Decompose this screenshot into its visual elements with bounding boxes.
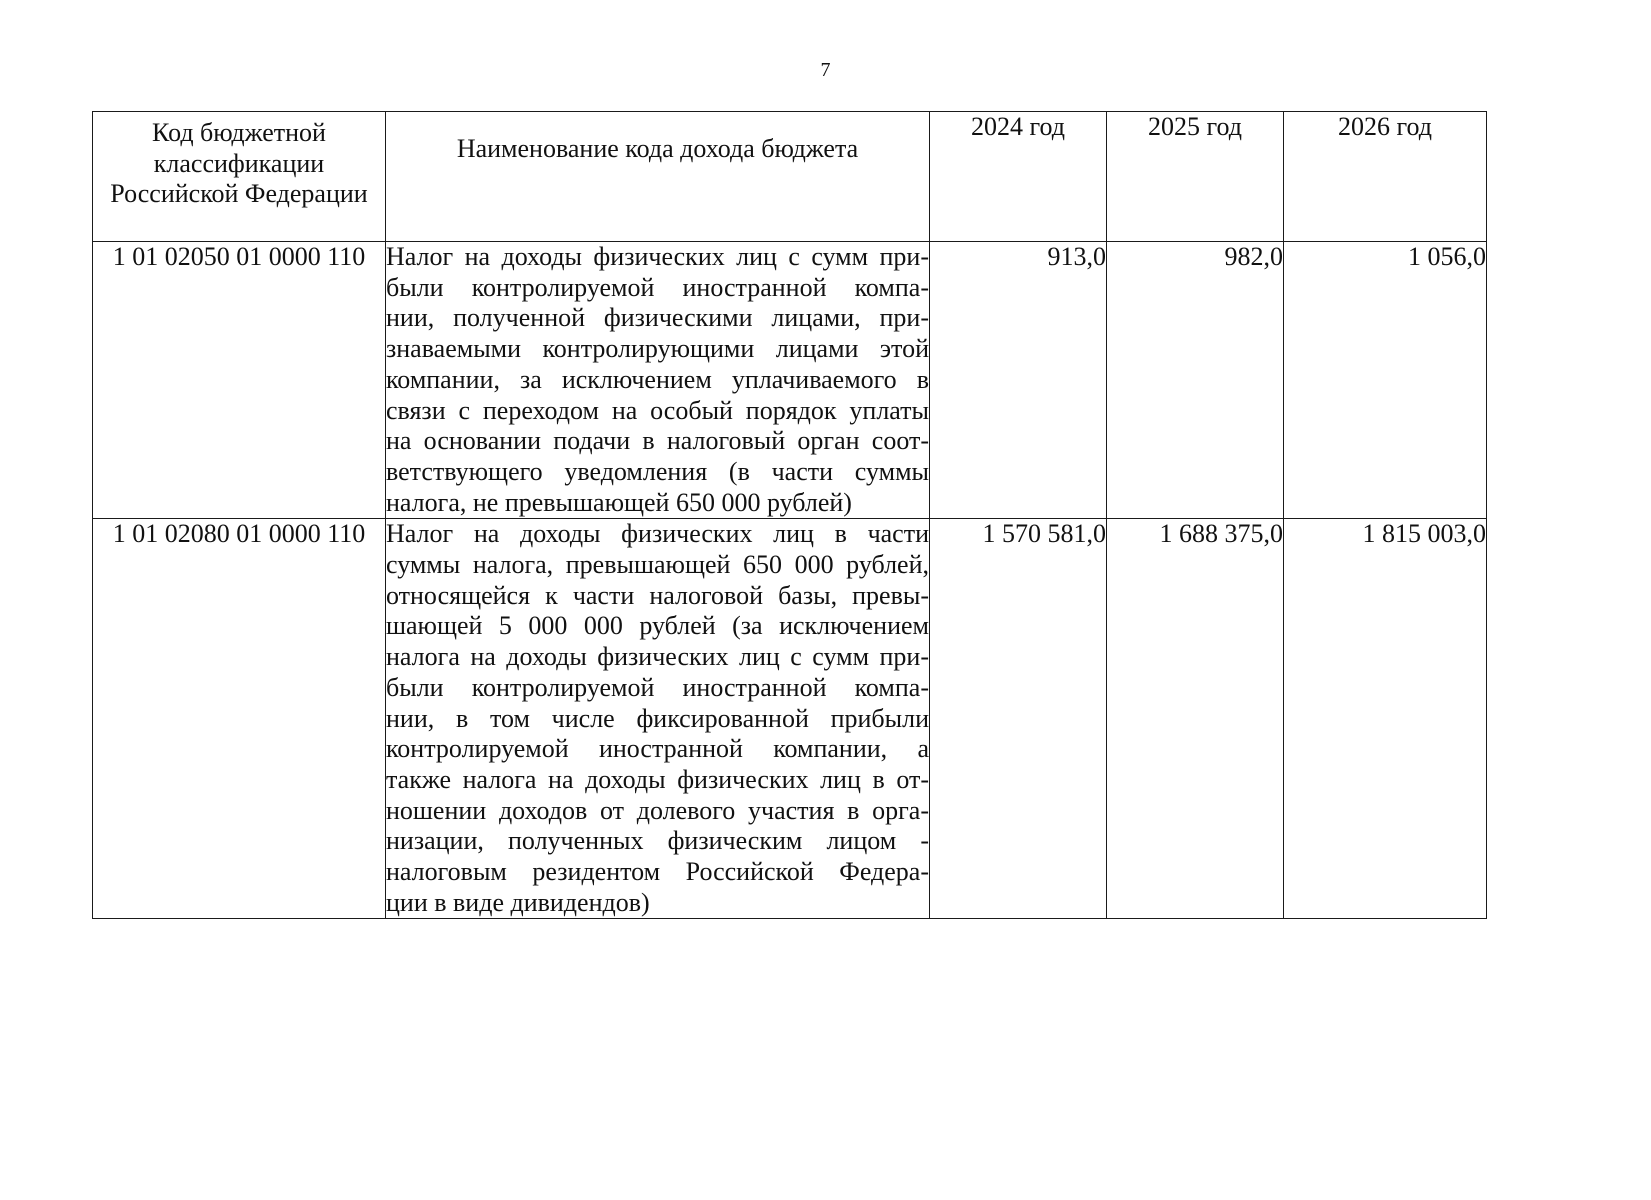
row-name-line: были контролируемой иностранной компа-	[386, 272, 929, 302]
budget-revenue-table	[92, 111, 1487, 919]
row-name	[386, 519, 930, 919]
row-code: 1 01 02050 01 0000 110	[93, 242, 386, 519]
header-name: Наименование кода дохода бюджета	[386, 112, 930, 242]
row-name-line: шающей 5 000 000 рублей (за исключением	[386, 611, 929, 641]
row-name-line: контролируемой иностранной компании, а	[386, 734, 929, 764]
row-name-line: ношении доходов от долевого участия в орга-	[386, 795, 929, 825]
page-number: 7	[820, 59, 831, 81]
row-value-2026: 1 815 003,0	[1284, 519, 1487, 919]
row-value-2025: 982,0	[1107, 242, 1284, 519]
row-name-line: ции в виде дивидендов)	[386, 887, 650, 917]
row-name-line: ветствующего уведомления (в части суммы	[386, 456, 929, 486]
row-name-line: компании, за исключением уплачиваемого в	[386, 364, 929, 394]
row-name-line: относящейся к части налоговой базы, превы-	[386, 580, 929, 610]
row-name-line: на основании подачи в налоговый орган соот-	[386, 426, 929, 456]
row-code: 1 01 02080 01 0000 110	[93, 519, 386, 919]
header-code: Код бюджетной классификации Российской Федерации	[93, 112, 386, 242]
row-name-line: налоговым резидентом Российской Федера-	[386, 857, 929, 887]
header-year-2025: 2025 год	[1107, 112, 1284, 242]
row-name-line: знаваемыми контролирующими лицами этой	[386, 334, 929, 364]
table-header-row	[93, 112, 1487, 242]
row-name-line: налога, не превышающей 650 000 рублей)	[386, 487, 852, 517]
row-name-line: налога на доходы физических лиц с сумм при-	[386, 642, 929, 672]
row-value-2024: 913,0	[930, 242, 1107, 519]
row-name	[386, 242, 930, 519]
row-name-line: также налога на доходы физических лиц в от-	[386, 764, 929, 794]
row-name-line: Налог на доходы физических лиц в части	[386, 519, 929, 549]
row-name-line: нии, полученной физическими лицами, при-	[386, 303, 929, 333]
row-name-line: нии, в том числе фиксированной прибыли	[386, 703, 929, 733]
row-name-line: суммы налога, превышающей 650 000 рублей,	[386, 550, 929, 580]
row-name-line: связи с переходом на особый порядок уплаты	[386, 395, 929, 425]
row-name-line: были контролируемой иностранной компа-	[386, 672, 929, 702]
row-value-2024: 1 570 581,0	[930, 519, 1107, 919]
header-year-2026: 2026 год	[1284, 112, 1487, 242]
row-value-2026: 1 056,0	[1284, 242, 1487, 519]
row-name-line: Налог на доходы физических лиц с сумм при-	[386, 242, 929, 271]
table-row	[93, 242, 1487, 519]
table-row	[93, 519, 1487, 919]
row-value-2025: 1 688 375,0	[1107, 519, 1284, 919]
header-year-2024: 2024 год	[930, 112, 1107, 242]
row-name-line: низации, полученных физическим лицом -	[386, 826, 929, 856]
